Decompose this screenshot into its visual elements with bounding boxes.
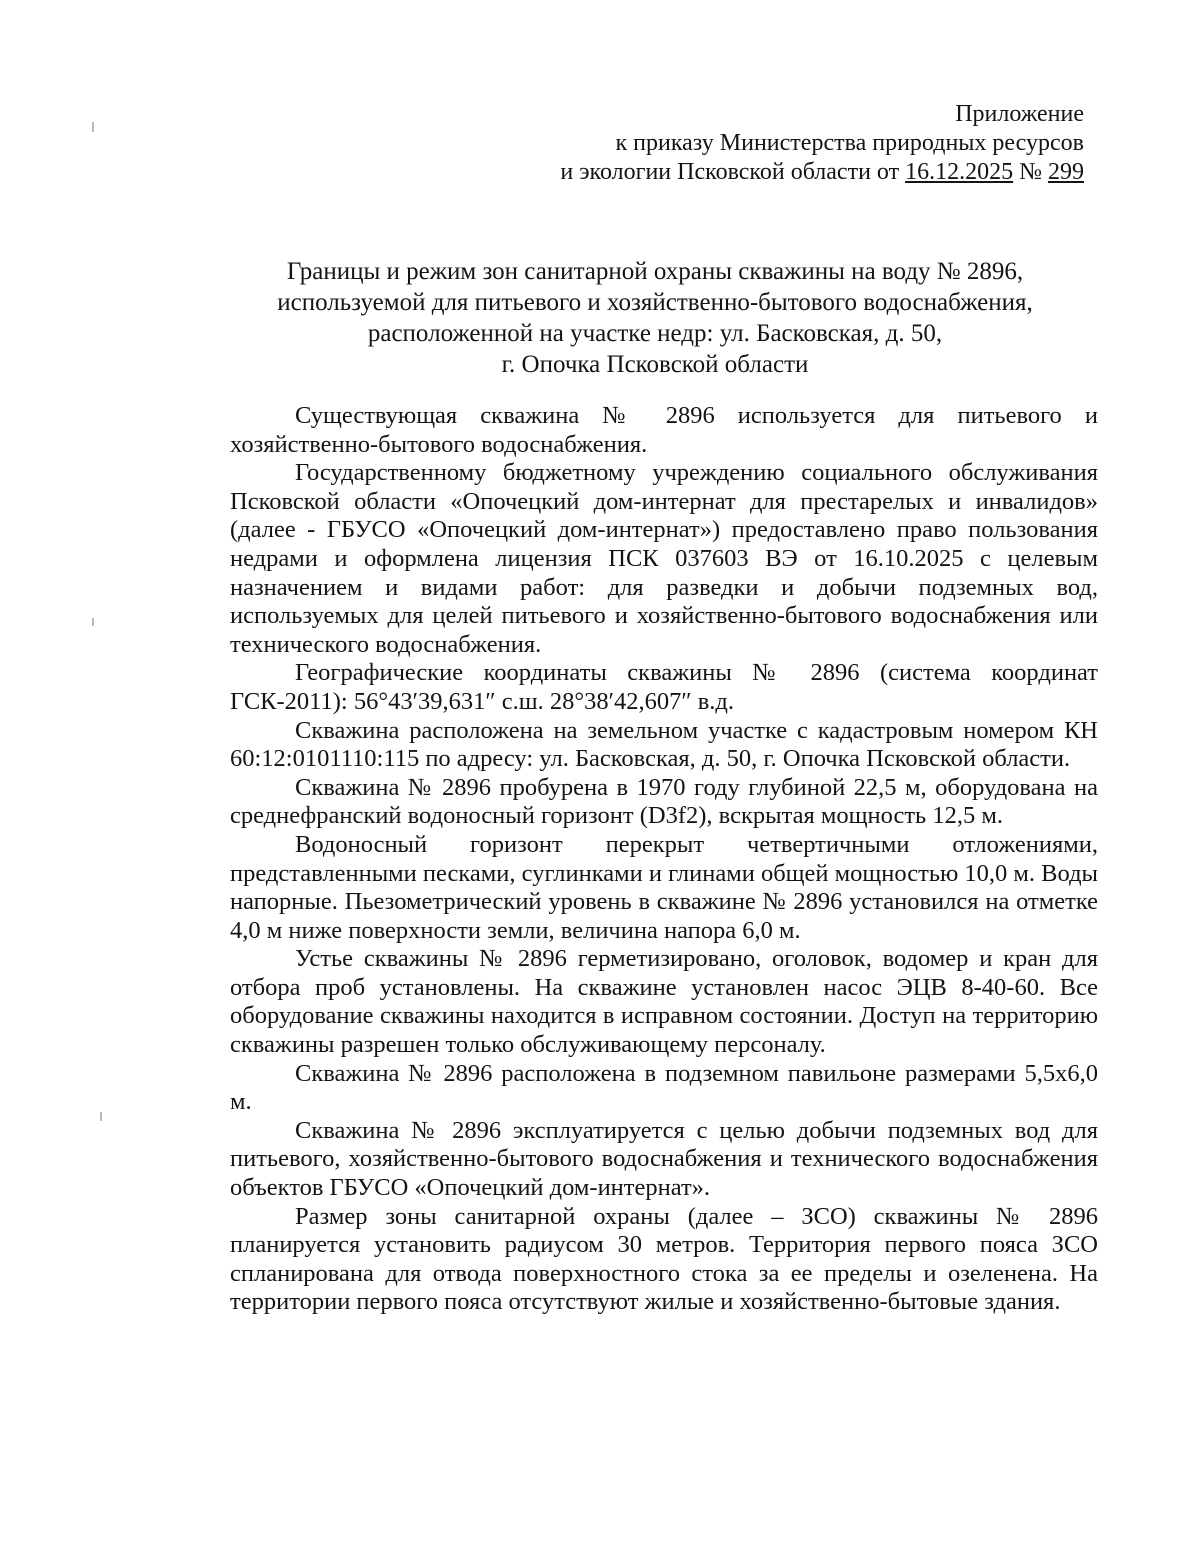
paragraph: Скважина № 2896 пробурена в 1970 году глубиной 22,5 м, оборудована на среднефранский водоносный горизонт (D3f2), вскрытая мощность 12,5 м. [230, 773, 1098, 830]
scan-artifact [100, 1112, 102, 1121]
paragraph: Существующая скважина № 2896 используется для питьевого и хозяйственно-бытового водоснабжения. [230, 402, 1098, 458]
paragraph: Водоносный горизонт перекрыт четвертичными отложениями, представленными песками, суглинками и глинами общей мощностью 10,0 м. Воды напорные. Пьезометрический уровень в скважине № 2896 установился на отметке 4,0 м ниже поверхности земли, величина напора 6,0 м. [230, 830, 1098, 944]
scan-artifact [92, 122, 94, 132]
paragraph: Скважина расположена на земельном участке с кадастровым номером КН 60:12:0101110:115 по адресу: ул. Басковская, д. 50, г. Опочка Псковской области. [230, 716, 1098, 773]
scan-artifact [92, 618, 94, 626]
appendix-ministry: и экологии Псковской области от [560, 159, 906, 185]
appendix-order-line [560, 158, 1084, 187]
paragraph: Скважина № 2896 эксплуатируется с целью добычи подземных вод для питьевого, хозяйственно-бытового водоснабжения и технического водоснабжения объектов ГБУСО «Опочецкий дом-интернат». [230, 1116, 1098, 1202]
paragraph: Скважина № 2896 расположена в подземном павильоне размерами 5,5х6,0 м. [230, 1059, 1098, 1116]
paragraph: Государственному бюджетному учреждению социального обслуживания Псковской области «Опочецкий дом-интернат для престарелых и инвалидов» (далее - ГБУСО «Опочецкий дом-интернат») предоставлено право пользования недрами и оформлена лицензия ПСК 037603 ВЭ от 16.10.2025 с целевым назначением и видами работ: для разведки и добычи подземных вод, используемых для целей питьевого и хозяйственно-бытового водоснабжения или технического водоснабжения. [230, 459, 1098, 658]
order-number: 299 [1048, 159, 1084, 185]
paragraph: Географические координаты скважины № 2896 (система координат ГСК-2011): 56°43′39,631″ с.ш. 28°38′42,607″ в.д. [230, 659, 1098, 715]
document-body [230, 402, 1098, 1317]
order-date: 16.12.2025 [905, 159, 1014, 185]
title-line-3: расположенной на участке недр: ул. Басковская, д. 50, [367, 320, 943, 347]
title-line-4: г. Опочка Псковской области [501, 351, 809, 378]
paragraph: Устье скважины № 2896 герметизировано, оголовок, водомер и кран для отбора проб установлены. На скважине установлен насос ЭЦВ 8-40-60. Все оборудование скважины находится в исправном состоянии. Доступ на территорию скважины разрешен только обслуживающему персоналу. [230, 945, 1098, 1059]
appendix-order-ref: к приказу Министерства природных ресурсов [615, 130, 1084, 156]
title-line-1: Границы и режим зон санитарной охраны скважины на воду № 2896, [286, 258, 1024, 285]
title-line-2: используемой для питьевого и хозяйственно-бытового водоснабжения, [277, 289, 1033, 316]
appendix-label: Приложение [955, 101, 1084, 127]
appendix-header [560, 100, 1084, 187]
paragraph: Размер зоны санитарной охраны (далее – ЗСО) скважины № 2896 планируется установить радиусом 30 метров. Территория первого пояса ЗСО спланирована для отвода поверхностного стока за ее пределы и озеленена. На территории первого пояса отсутствуют жилые и хозяйственно-бытовые здания. [230, 1202, 1098, 1316]
number-sign: № [1013, 159, 1048, 185]
document-title [200, 256, 1110, 380]
